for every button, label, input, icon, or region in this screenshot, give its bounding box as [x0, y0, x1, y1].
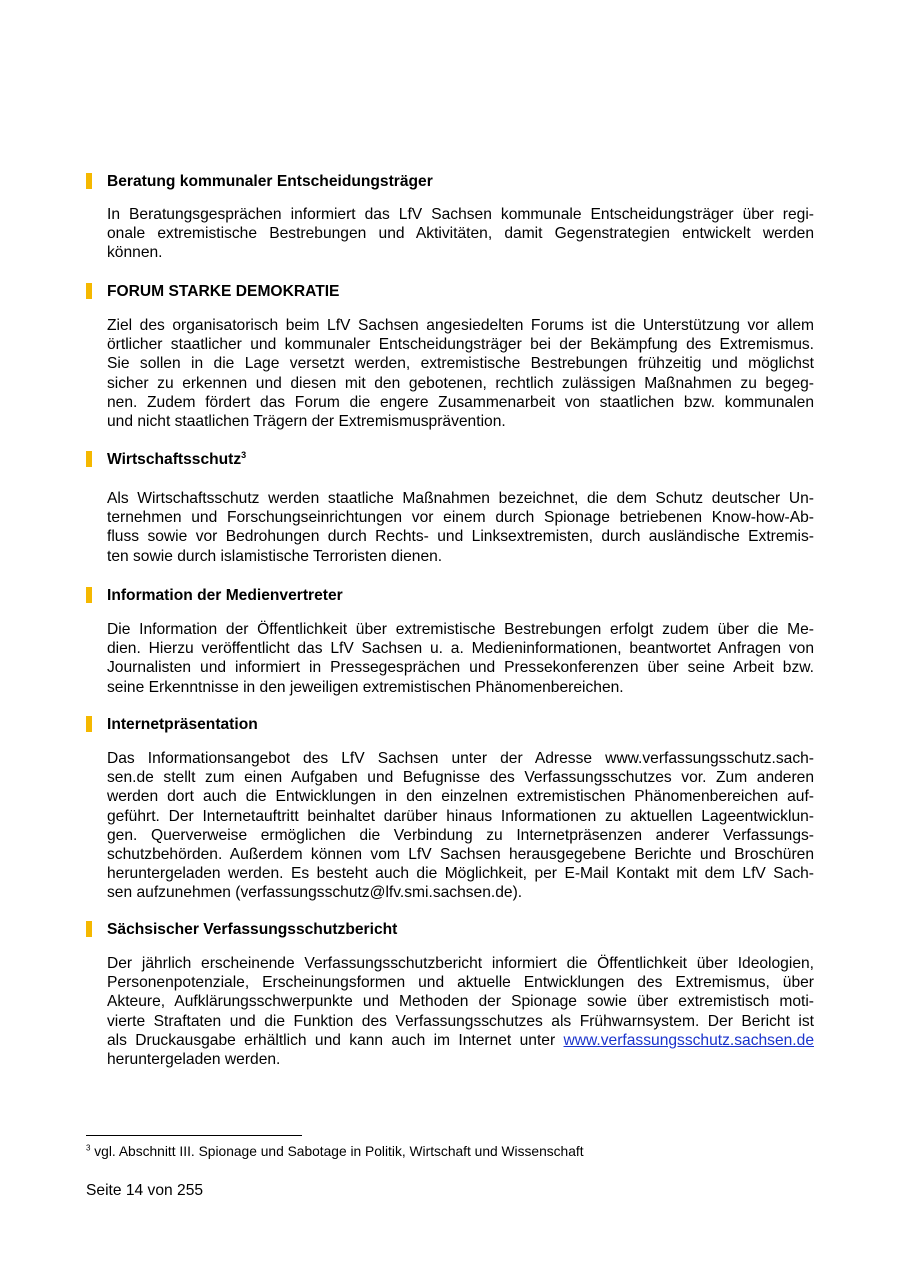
body-line: Journalisten und informiert in Pressegesprächen und Pressekonferenzen über seine Arbeit bzw. — [107, 659, 814, 677]
body-line: Sie sollen in die Lage versetzt werden, extremistische Bestrebungen frühzeitig und möglichst — [107, 355, 814, 373]
section-heading — [86, 586, 816, 606]
body-line: sen.de stellt zum einen Aufgaben und Befugnisse des Verfassungsschutzes vor. Zum anderen — [107, 769, 814, 787]
body-line: und nicht staatlichen Trägern der Extremismusprävention. — [107, 412, 506, 430]
section-heading — [86, 920, 816, 940]
heading-text: FORUM STARKE DEMOKRATIE — [107, 283, 340, 300]
body-line: heruntergeladen werden. Es besteht auch die Möglichkeit, per E-Mail Kontakt mit dem LfV Sach- — [107, 865, 814, 883]
section-heading — [86, 282, 816, 302]
body-line: schutzbehörden. Außerdem können vom LfV Sachsen herausgegebene Berichte und Broschüren — [107, 845, 814, 863]
heading-marker-icon — [86, 921, 92, 937]
section-forum — [86, 282, 816, 431]
heading-text: Sächsischer Verfassungsschutzbericht — [107, 921, 398, 938]
heading-text: Beratung kommunaler Entscheidungsträger — [107, 173, 433, 190]
body-line: Die Information der Öffentlichkeit über extremistische Bestrebungen erfolgt zudem über die Me- — [107, 621, 814, 638]
footnote — [86, 1143, 584, 1160]
body-line: heruntergeladen werden. — [107, 1050, 281, 1068]
section-beratung — [86, 172, 816, 263]
body-line: Der jährlich erscheinende Verfassungsschutzbericht informiert die Öffentlichkeit über Ideologien, — [107, 955, 814, 972]
section-body — [107, 954, 814, 1069]
section-heading — [86, 172, 816, 192]
section-body — [107, 620, 814, 697]
link-line-prefix: als Druckausgabe erhältlich und kann auch im Internet unter — [107, 1031, 564, 1049]
section-body — [107, 749, 814, 903]
page-number: Seite 14 von 255 — [86, 1182, 204, 1199]
body-line: werden dort auch die Entwicklungen in den einzelnen extremistischen Phänomenbereichen auf- — [107, 788, 814, 806]
heading-marker-icon — [86, 283, 92, 299]
body-line: gen. Querverweise ermöglichen die Verbindung zu Internetpräsenzen anderer Verfassungs- — [107, 826, 814, 844]
section-medienvertreter — [86, 586, 816, 697]
footnote-marker: 3 — [86, 1143, 91, 1153]
body-line: sen aufzunehmen (verfassungsschutz@lfv.smi.sachsen.de). — [107, 884, 523, 902]
section-internetpraesentation — [86, 715, 816, 903]
heading-label: Wirtschaftsschutz — [107, 451, 242, 468]
body-line: dien. Hierzu veröffentlicht das LfV Sachsen u. a. Medieninformationen, beantwortet Anfragen von — [107, 640, 814, 658]
body-line: In Beratungsgesprächen informiert das LfV Sachsen kommunale Entscheidungsträger über regi- — [107, 206, 814, 223]
body-line: ten sowie durch islamistische Terroristen dienen. — [107, 547, 443, 565]
body-line: fluss sowie vor Bedrohungen durch Rechts- und Linksextremisten, durch ausländische Extremis- — [107, 528, 814, 546]
footnote-reference: 3 — [241, 449, 247, 460]
body-line — [107, 1031, 814, 1050]
body-line: Akteure, Aufklärungsschwerpunkte und Methoden der Spionage sowie über extremistisch moti- — [107, 993, 814, 1011]
heading-marker-icon — [86, 451, 92, 467]
body-line: seine Erkenntnisse in den jeweiligen extremistischen Phänomenbereichen. — [107, 678, 624, 696]
body-line: ternehmen und Forschungseinrichtungen vor einem durch Spionage betriebenen Know-how-Ab- — [107, 509, 814, 527]
body-line: onale extremistische Bestrebungen und Aktivitäten, damit Gegenstrategien entwickelt werden — [107, 225, 814, 243]
heading-text: Internetpräsentation — [107, 716, 258, 733]
body-line: örtlicher staatlicher und kommunaler Entscheidungsträger bei der Bekämpfung des Extremismus. — [107, 336, 814, 354]
body-line: geführt. Der Internetauftritt beinhaltet darüber hinaus Informationen zu aktuellen Lageentwicklun- — [107, 807, 814, 825]
section-verfassungsschutzbericht — [86, 920, 816, 1069]
body-line: sicher zu erkennen und diesen mit den gebotenen, rechtlich zulässigen Maßnahmen zu begeg- — [107, 374, 814, 392]
section-heading — [86, 450, 816, 470]
body-line: können. — [107, 244, 163, 262]
heading-marker-icon — [86, 716, 92, 732]
footnote-divider — [86, 1135, 302, 1136]
section-heading — [86, 715, 816, 735]
body-line: Als Wirtschaftsschutz werden staatliche Maßnahmen bezeichnet, die dem Schutz deutscher Un- — [107, 490, 814, 507]
heading-text: Information der Medienvertreter — [107, 587, 343, 604]
heading-marker-icon — [86, 173, 92, 189]
body-line: nen. Zudem fördert das Forum die engere Zusammenarbeit von staatlichen bzw. kommunalen — [107, 393, 814, 411]
section-body — [107, 316, 814, 431]
section-body — [107, 489, 814, 566]
section-body — [107, 205, 814, 263]
heading-marker-icon — [86, 587, 92, 603]
website-link[interactable]: www.verfassungsschutz.sachsen.de — [563, 1031, 814, 1049]
heading-text — [107, 450, 246, 469]
footnote-text: vgl. Abschnitt III. Spionage und Sabotage in Politik, Wirtschaft und Wissenschaft — [90, 1144, 584, 1159]
body-line: vierte Straftaten und die Funktion des Verfassungsschutzes als Frühwarnsystem. Der Bericht ist — [107, 1012, 814, 1030]
section-wirtschaftsschutz — [86, 450, 816, 566]
body-line: Personenpotenziale, Erscheinungsformen und aktuelle Entwicklungen des Extremismus, über — [107, 974, 814, 992]
body-line: Das Informationsangebot des LfV Sachsen unter der Adresse www.verfassungsschutz.sach- — [107, 750, 814, 767]
body-line: Ziel des organisatorisch beim LfV Sachsen angesiedelten Forums ist die Unterstützung vor allem — [107, 317, 814, 334]
